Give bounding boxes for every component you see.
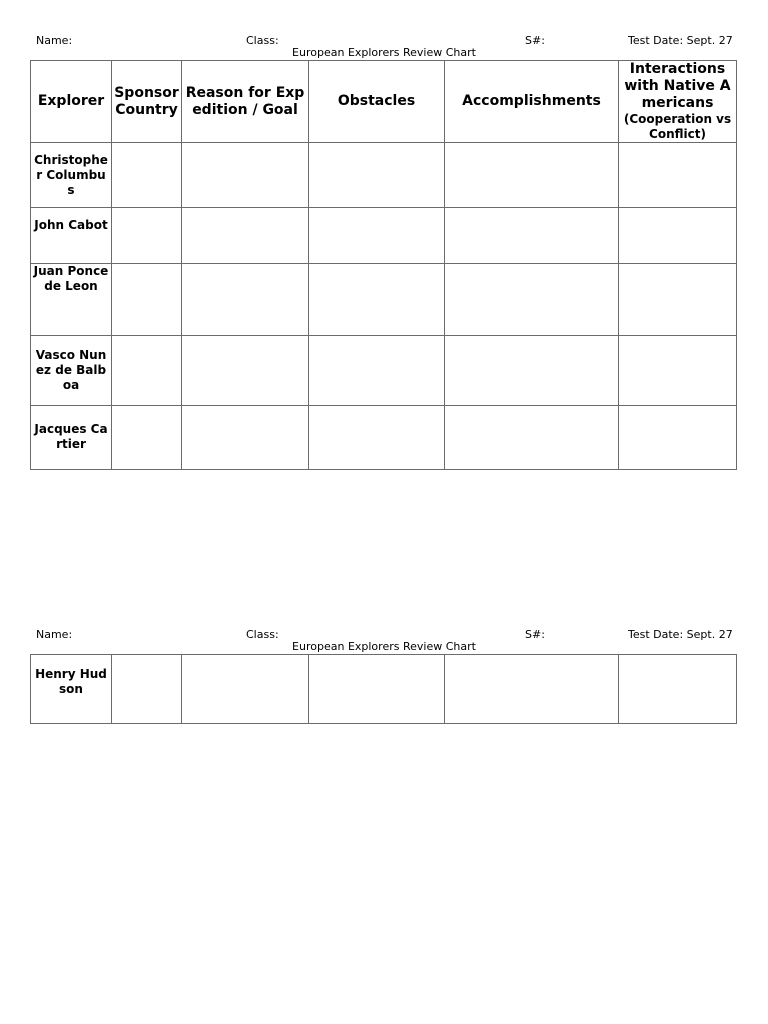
cell-obstacles[interactable] xyxy=(309,336,445,406)
cell-obstacles[interactable] xyxy=(309,655,445,724)
test-date: Test Date: Sept. 27 xyxy=(628,628,733,641)
explorer-name: Jacques Cartier xyxy=(31,406,112,470)
cell-sponsor[interactable] xyxy=(112,264,182,336)
cell-interactions[interactable] xyxy=(619,264,737,336)
cell-accomplishments[interactable] xyxy=(445,143,619,208)
table-row xyxy=(31,208,737,264)
col-reason: Reason for Expedition / Goal xyxy=(182,61,309,143)
name-label: Name: xyxy=(36,34,73,47)
cell-accomplishments[interactable] xyxy=(445,655,619,724)
explorers-table-continued xyxy=(30,654,737,724)
table-row xyxy=(31,143,737,208)
cell-interactions[interactable] xyxy=(619,143,737,208)
cell-reason[interactable] xyxy=(182,655,309,724)
explorers-table xyxy=(30,60,737,470)
table-header-row xyxy=(31,61,737,143)
col-explorer: Explorer xyxy=(31,61,112,143)
cell-sponsor[interactable] xyxy=(112,208,182,264)
chart-title: European Explorers Review Chart xyxy=(292,46,476,59)
header-2 xyxy=(0,628,768,652)
cell-sponsor[interactable] xyxy=(112,655,182,724)
explorer-name: Christopher Columbus xyxy=(31,143,112,208)
table-row xyxy=(31,264,737,336)
cell-interactions[interactable] xyxy=(619,406,737,470)
cell-reason[interactable] xyxy=(182,143,309,208)
explorer-name: John Cabot xyxy=(31,208,112,264)
cell-obstacles[interactable] xyxy=(309,143,445,208)
cell-sponsor[interactable] xyxy=(112,336,182,406)
explorer-name: Juan Ponce de Leon xyxy=(31,264,112,336)
test-date: Test Date: Sept. 27 xyxy=(628,34,733,47)
cell-accomplishments[interactable] xyxy=(445,336,619,406)
cell-sponsor[interactable] xyxy=(112,143,182,208)
cell-interactions[interactable] xyxy=(619,336,737,406)
cell-interactions[interactable] xyxy=(619,208,737,264)
col-sponsor-country: Sponsor Country xyxy=(112,61,182,143)
explorer-name: Vasco Nunez de Balboa xyxy=(31,336,112,406)
header-1 xyxy=(0,34,768,58)
cell-interactions[interactable] xyxy=(619,655,737,724)
cell-reason[interactable] xyxy=(182,208,309,264)
col-obstacles: Obstacles xyxy=(309,61,445,143)
chart-title: European Explorers Review Chart xyxy=(292,640,476,653)
cell-accomplishments[interactable] xyxy=(445,406,619,470)
table-row xyxy=(31,655,737,724)
cell-sponsor[interactable] xyxy=(112,406,182,470)
cell-reason[interactable] xyxy=(182,406,309,470)
cell-obstacles[interactable] xyxy=(309,406,445,470)
cell-accomplishments[interactable] xyxy=(445,264,619,336)
table-row xyxy=(31,336,737,406)
cell-reason[interactable] xyxy=(182,336,309,406)
cell-obstacles[interactable] xyxy=(309,208,445,264)
cell-obstacles[interactable] xyxy=(309,264,445,336)
col-accomplishments: Accomplishments xyxy=(445,61,619,143)
cell-accomplishments[interactable] xyxy=(445,208,619,264)
col-interactions xyxy=(619,61,737,143)
s-number-label: S#: xyxy=(525,628,545,641)
table-row xyxy=(31,406,737,470)
class-label: Class: xyxy=(246,628,279,641)
class-label: Class: xyxy=(246,34,279,47)
col-interactions-sub: (Cooperation vs Conflict) xyxy=(623,112,732,141)
explorer-name: Henry Hudson xyxy=(31,655,112,724)
name-label: Name: xyxy=(36,628,73,641)
col-interactions-label: Interactions with Native Americans xyxy=(624,61,731,111)
s-number-label: S#: xyxy=(525,34,545,47)
cell-reason[interactable] xyxy=(182,264,309,336)
